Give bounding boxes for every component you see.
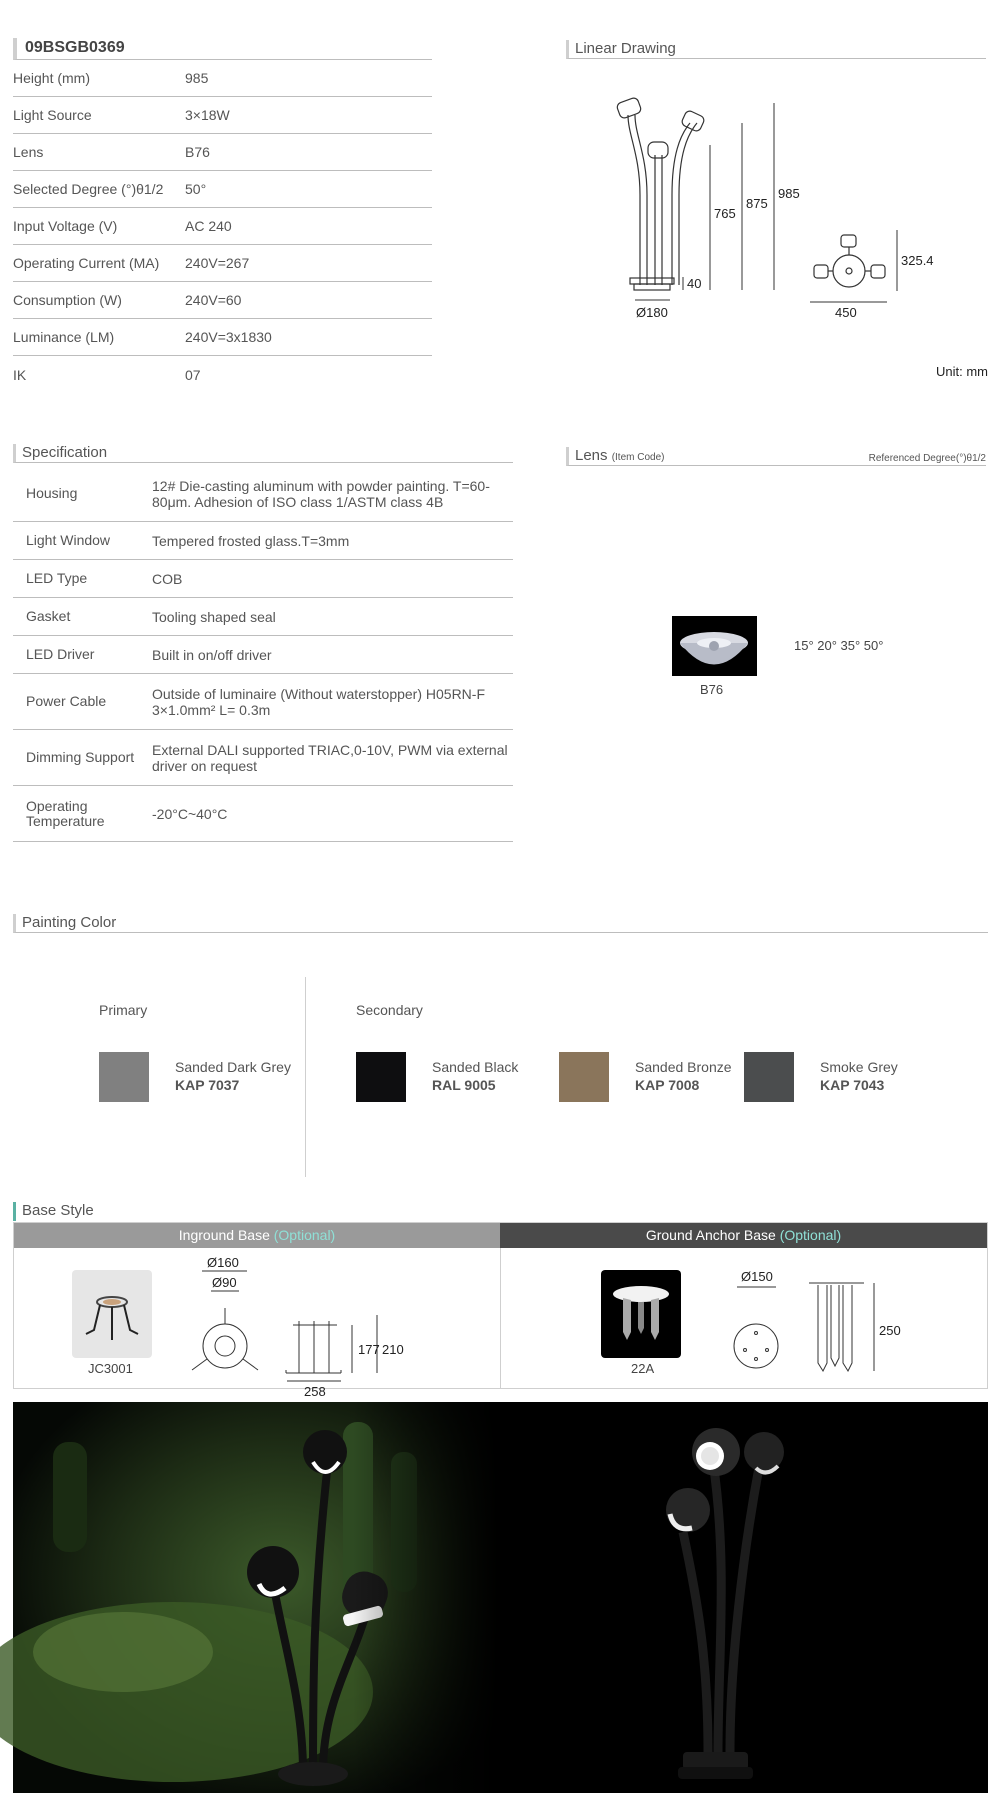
param-label: Operating Current (MA) xyxy=(13,255,160,271)
param-value: 240V=60 xyxy=(185,292,242,308)
spec-row xyxy=(13,598,513,636)
primary-label: Primary xyxy=(99,1002,148,1018)
spec-row xyxy=(13,636,513,674)
spec-value: COB xyxy=(152,570,183,587)
inground-base-drawing xyxy=(189,1253,469,1399)
dim-985: 985 xyxy=(778,186,800,201)
param-label: Height (mm) xyxy=(13,70,91,86)
inground-base-label: Inground Base xyxy=(178,1227,270,1243)
color-name: Sanded Black xyxy=(432,1059,519,1075)
painting-color-header: Painting Color xyxy=(13,914,988,933)
spec-row xyxy=(13,522,513,560)
param-row xyxy=(13,208,432,245)
color-code: RAL 9005 xyxy=(432,1077,496,1093)
spec-value: Tempered frosted glass.T=3mm xyxy=(152,532,350,549)
lens-image xyxy=(672,616,757,676)
param-row xyxy=(13,245,432,282)
spec-label: Housing xyxy=(26,485,78,501)
linear-drawing xyxy=(600,95,990,325)
lens-degrees: 15° 20° 35° 50° xyxy=(794,638,884,653)
base-divider xyxy=(500,1248,501,1388)
param-value: 985 xyxy=(185,70,209,86)
inground-code: JC3001 xyxy=(88,1361,133,1376)
scene-photo xyxy=(13,1402,498,1793)
product-photo xyxy=(498,1402,988,1793)
param-row xyxy=(13,134,432,171)
param-value: 07 xyxy=(185,366,201,383)
param-label: Selected Degree (°)θ1/2 xyxy=(13,181,164,197)
dim-d150: Ø150 xyxy=(741,1269,773,1284)
spec-label: LED Type xyxy=(26,570,88,586)
color-code: KAP 7008 xyxy=(635,1077,700,1093)
param-row xyxy=(13,171,432,208)
dim-875: 875 xyxy=(746,196,768,211)
secondary-label: Secondary xyxy=(356,1002,423,1018)
swatch-sanded-bronze xyxy=(559,1052,609,1102)
spec-label: Light Window xyxy=(26,532,111,548)
param-label: IK xyxy=(13,366,27,383)
spec-value: Tooling shaped seal xyxy=(152,608,276,625)
lens-item-code: B76 xyxy=(700,682,724,697)
param-value: 3×18W xyxy=(185,107,230,123)
linear-drawing-header: Linear Drawing xyxy=(566,40,986,59)
color-code: KAP 7043 xyxy=(820,1077,885,1093)
anchor-base-image xyxy=(601,1270,681,1358)
spec-row xyxy=(13,674,513,730)
param-value: 240V=267 xyxy=(185,255,250,271)
param-row xyxy=(13,97,432,134)
swatch-sanded-dark-grey xyxy=(99,1052,149,1102)
param-row xyxy=(13,356,432,393)
spec-value: -20°C~40°C xyxy=(152,805,228,822)
color-sanded-dark-grey xyxy=(175,1058,291,1094)
param-value: AC 240 xyxy=(185,218,232,234)
dim-325: 325.4 xyxy=(901,253,934,268)
dim-d90: Ø90 xyxy=(212,1275,237,1290)
base-style-header: Base Style xyxy=(13,1202,988,1221)
dim-450: 450 xyxy=(835,305,857,320)
color-name: Sanded Bronze xyxy=(635,1059,732,1075)
param-label: Lens xyxy=(13,144,44,160)
param-row xyxy=(13,282,432,319)
param-value: 240V=3x1830 xyxy=(185,329,272,345)
dim-765: 765 xyxy=(714,206,736,221)
spec-value: Outside of luminaire (Without waterstopper) H05RN-F 3×1.0mm² L= 0.3m xyxy=(152,685,486,718)
inground-optional: (Optional) xyxy=(273,1227,336,1243)
specification-header: Specification xyxy=(13,444,513,463)
anchor-base-label: Ground Anchor Base xyxy=(645,1227,776,1243)
anchor-code: 22A xyxy=(631,1361,655,1376)
lens-subtitle: (Item Code) xyxy=(611,452,665,463)
spec-row xyxy=(13,730,513,786)
param-row xyxy=(13,60,432,97)
spec-value: Built in on/off driver xyxy=(152,646,272,663)
color-sanded-black xyxy=(432,1058,518,1094)
dim-40: 40 xyxy=(687,276,702,291)
dim-d180: Ø180 xyxy=(636,305,668,320)
color-sanded-bronze xyxy=(635,1058,732,1094)
inground-base-image xyxy=(72,1270,152,1358)
product-params-table xyxy=(13,60,432,393)
anchor-base-header xyxy=(500,1223,987,1248)
dim-d160: Ø160 xyxy=(207,1255,239,1270)
lens-title: Lens xyxy=(575,447,608,464)
spec-label: LED Driver xyxy=(26,646,95,662)
color-name: Sanded Dark Grey xyxy=(175,1059,291,1075)
spec-label: Gasket xyxy=(26,608,71,624)
color-code: KAP 7037 xyxy=(175,1077,240,1093)
param-value: 50° xyxy=(185,181,207,197)
dim-258: 258 xyxy=(304,1384,326,1399)
spec-label: Operating Temperature xyxy=(26,797,105,829)
anchor-base-drawing xyxy=(714,1253,914,1383)
param-label: Consumption (W) xyxy=(13,292,122,308)
spec-value: 12# Die-casting aluminum with powder painting. T=60-80μm. Adhesion of ISO class 1/ASTM class 4B xyxy=(152,477,490,510)
inground-base-header xyxy=(14,1223,500,1248)
base-style-box xyxy=(13,1222,988,1399)
color-name: Smoke Grey xyxy=(820,1059,898,1075)
product-model: 09BSGB0369 xyxy=(13,38,432,60)
dim-250: 250 xyxy=(879,1323,901,1338)
param-label: Input Voltage (V) xyxy=(13,218,118,234)
color-divider xyxy=(305,977,306,1177)
param-row xyxy=(13,319,432,356)
param-label: Luminance (LM) xyxy=(13,329,115,345)
swatch-smoke-grey xyxy=(744,1052,794,1102)
lens-header xyxy=(566,447,986,466)
dim-210: 210 xyxy=(382,1342,404,1357)
color-smoke-grey xyxy=(820,1058,898,1094)
param-value: B76 xyxy=(185,144,210,160)
spec-value: External DALI supported TRIAC,0-10V, PWM via external driver on request xyxy=(152,741,508,774)
spec-label: Power Cable xyxy=(26,693,107,709)
dim-177: 177 xyxy=(358,1342,380,1357)
swatch-sanded-black xyxy=(356,1052,406,1102)
spec-label: Dimming Support xyxy=(26,749,135,765)
spec-row xyxy=(13,786,513,842)
unit-label: Unit: mm xyxy=(936,364,988,379)
anchor-optional: (Optional) xyxy=(779,1227,842,1243)
specification-table xyxy=(13,466,513,842)
param-label: Light Source xyxy=(13,107,92,123)
spec-row xyxy=(13,560,513,598)
spec-row xyxy=(13,466,513,522)
lens-ref-degree: Referenced Degree(°)θ1/2 xyxy=(868,453,986,464)
